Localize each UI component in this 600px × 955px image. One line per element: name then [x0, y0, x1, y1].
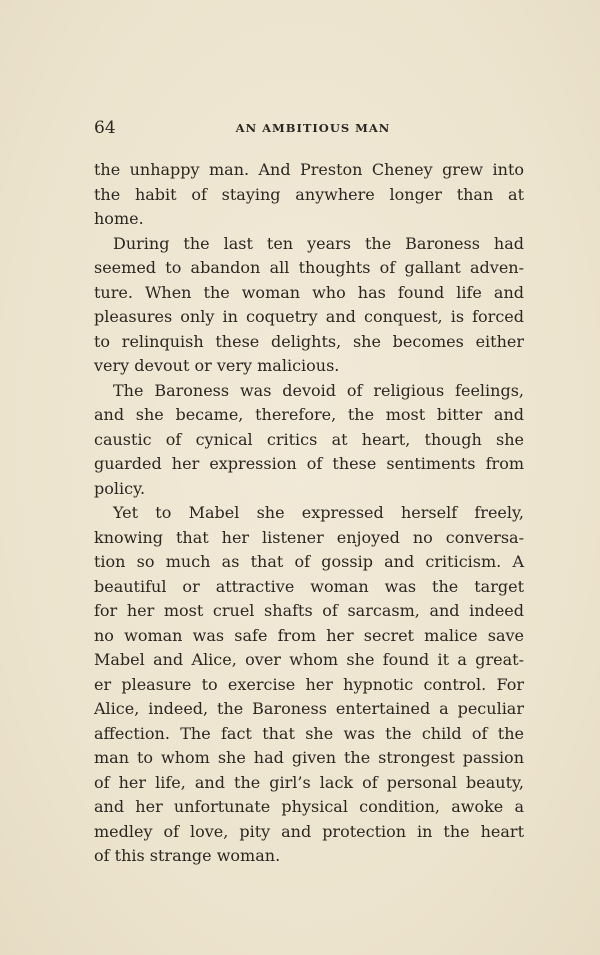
- text-line: Yet to Mabel she expressed herself freely,: [113, 503, 524, 522]
- body-text: [94, 158, 524, 869]
- text-line: medley of love, pity and protection in the heart: [94, 821, 524, 841]
- text-line: man to whom she had given the strongest passion: [94, 748, 524, 767]
- text-line: of her life, and the girl’s lack of personal beauty,: [94, 772, 524, 792]
- page-number: 64: [94, 118, 116, 138]
- text-line: and she became, therefore, the most bitter and: [94, 405, 524, 424]
- text-line: pleasures only in coquetry and conquest, is forced: [94, 307, 524, 326]
- text-line: er pleasure to exercise her hypnotic control. For: [94, 674, 524, 694]
- text-line: The Baroness was devoid of religious feelings,: [113, 380, 524, 400]
- text-line: home.: [94, 209, 144, 228]
- text-line: Mabel and Alice, over whom she found it a great-: [94, 650, 524, 669]
- text-line: the unhappy man. And Preston Cheney grew into: [94, 160, 524, 179]
- text-line: of this strange woman.: [94, 846, 281, 865]
- page-header: [94, 118, 524, 138]
- text-line: During the last ten years the Baroness had: [113, 233, 524, 253]
- running-title: AN AMBITIOUS MAN: [235, 121, 391, 135]
- text-line: seemed to abandon all thoughts of gallant adven-: [94, 258, 524, 277]
- text-line: tion so much as that of gossip and criticism. A: [94, 552, 524, 571]
- text-line: Alice, indeed, the Baroness entertained a peculiar: [94, 699, 524, 718]
- text-line: guarded her expression of these sentiments from: [94, 454, 524, 473]
- text-line: beautiful or attractive woman was the target: [94, 576, 524, 596]
- text-line: very devout or very malicious.: [94, 356, 340, 375]
- text-line: policy.: [94, 478, 146, 498]
- text-line: ture. When the woman who has found life and: [94, 282, 524, 302]
- text-line: and her unfortunate physical condition, awoke a: [94, 797, 524, 816]
- text-line: knowing that her listener enjoyed no conversa-: [94, 527, 524, 547]
- text-line: for her most cruel shafts of sarcasm, and indeed: [94, 601, 524, 620]
- text-line: affection. The fact that she was the child of the: [94, 723, 524, 743]
- text-line: the habit of staying anywhere longer than at: [94, 184, 524, 204]
- text-line: no woman was safe from her secret malice save: [94, 625, 524, 645]
- text-line: to relinquish these delights, she becomes either: [94, 331, 524, 351]
- text-line: caustic of cynical critics at heart, though she: [94, 429, 524, 449]
